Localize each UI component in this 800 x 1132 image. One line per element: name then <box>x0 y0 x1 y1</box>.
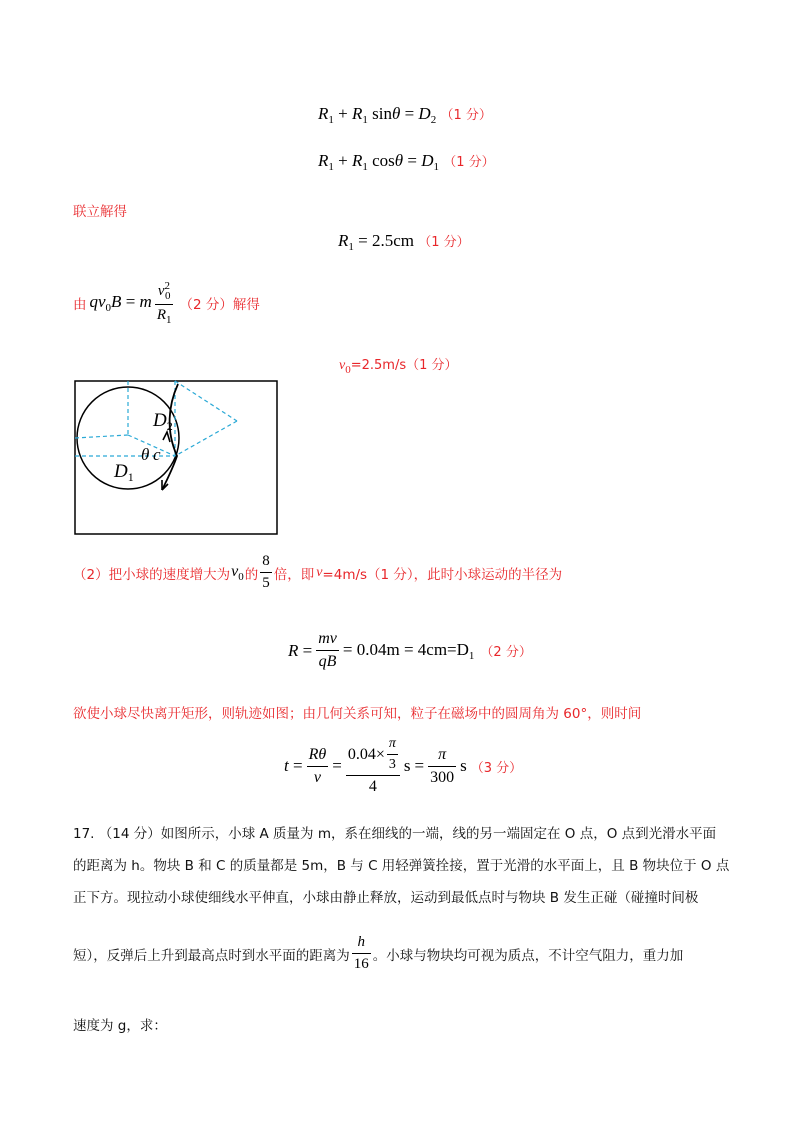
equation-time: t = $\frac{R\theta}{v}$ = 0.04× $\frac{\pi}{3}$ 4 s = $\frac{\pi}{300}$ s （3 分） <box>284 736 523 795</box>
label-d1: $D_1$ <box>114 461 134 484</box>
part2-prefix: （2）把小球的速度增大为 <box>73 566 231 583</box>
lorentz-lhs: $qv_0B = m$ <box>89 292 152 314</box>
eq2-rhs: D <box>421 151 434 170</box>
part2-v-text: =4m/s（1 分），此时小球运动的半径为 <box>322 566 563 583</box>
eq3-value: = 2.5cm <box>358 231 414 250</box>
equation-radius: R = $\frac{mv}{qB}$ = $0.04m = 4cm=D_1$ （2 分） <box>288 630 532 670</box>
arrow-up <box>163 432 170 442</box>
eq1-rhs-sub: 2 <box>430 114 437 126</box>
combined-solve-text: 联立解得 <box>73 204 127 220</box>
label-d2: $D_2$ <box>153 410 173 433</box>
eq2-score: （1 分） <box>443 155 495 170</box>
equation-lorentz <box>73 280 260 326</box>
time-unit: s <box>460 756 467 775</box>
eq2-rhs-sub: 1 <box>433 161 440 173</box>
problem17-line4-a: 短），反弹后上升到最高点时到水平面的距离为 <box>73 947 350 964</box>
part2-v0: $v_0$ <box>231 562 244 583</box>
lorentz-fraction: $\frac{v^2_0}{R_1}$ <box>156 280 172 326</box>
problem17-line4 <box>73 934 683 973</box>
eq-t-score: （3 分） <box>470 760 523 776</box>
trajectory-description: 欲使小球尽快离开矩形，则轨迹如图；由几何关系可知，粒子在磁场中的圆周角为 60°，则时间 <box>73 706 642 722</box>
problem17-line5: 速度为 g，求： <box>73 1018 167 1034</box>
part2-line <box>73 553 562 592</box>
part2-frac-den: 5 <box>260 572 272 592</box>
part2-fraction <box>260 553 272 592</box>
part2-v-symbol: v <box>316 564 323 580</box>
part2-frac-num: 8 <box>262 553 270 569</box>
v0-result: $v_0=2.5m/s(1$ 分） <box>339 358 458 376</box>
equation-r1-sin: $R_1 + R_1$ $\sin\theta = D_2$ （1 分） <box>318 104 492 126</box>
eq3-score: （1 分） <box>418 235 470 250</box>
eq1-score: （1 分） <box>440 108 492 123</box>
time-fraction-a: 0.04× $\frac{\pi}{3}$ 4 <box>346 736 400 796</box>
problem17-fraction: $\frac{h}{16}$ <box>353 934 369 972</box>
part2-mid: 倍，即 <box>273 566 315 583</box>
eq-r-score: （2 分） <box>480 645 532 660</box>
eq-r-value: = $0.04m = 4cm=D_1$ <box>342 639 475 662</box>
part2-de: 的 <box>244 566 259 583</box>
problem17-line1: 17. （14 分）如图所示，小球 A 质量为 m，系在细线的一端，线的另一端固定在 O 点，O 点到光滑水平面 <box>73 826 717 842</box>
time-fraction-b: $\frac{\pi}{300}$ <box>430 745 455 786</box>
eq1-rhs: D <box>418 104 431 123</box>
problem17-line2: 的距离为 h。物块 B 和 C 的质量都是 5m，B 与 C 用轻弹簧拴接，置于光滑的水平面上，且 B 物块位于 O 点 <box>73 858 730 874</box>
label-theta: θ <box>141 445 150 464</box>
trajectory-figure <box>70 376 282 536</box>
problem17-line4-b: 。小球与物块均可视为质点，不计空气阻力，重力加 <box>372 947 684 964</box>
equation-r1-cos: $R_1 + R_1$ $\cos\theta = D_1$ （1 分） <box>318 151 495 173</box>
you-suffix: （2 分）解得 <box>179 297 260 313</box>
equation-r1-value: $R_1 = 2.5cm$ （1 分） <box>338 231 470 253</box>
problem17-line3: 正下方。现拉动小球使细线水平伸直，小球由静止释放，运动到最低点时与物块 B 发生正碰（碰撞时间极 <box>73 890 699 906</box>
v0-result-text: =2.5m/s（1 分） <box>350 358 458 373</box>
you-prefix: 由 <box>73 297 87 313</box>
label-c: c <box>153 445 161 464</box>
